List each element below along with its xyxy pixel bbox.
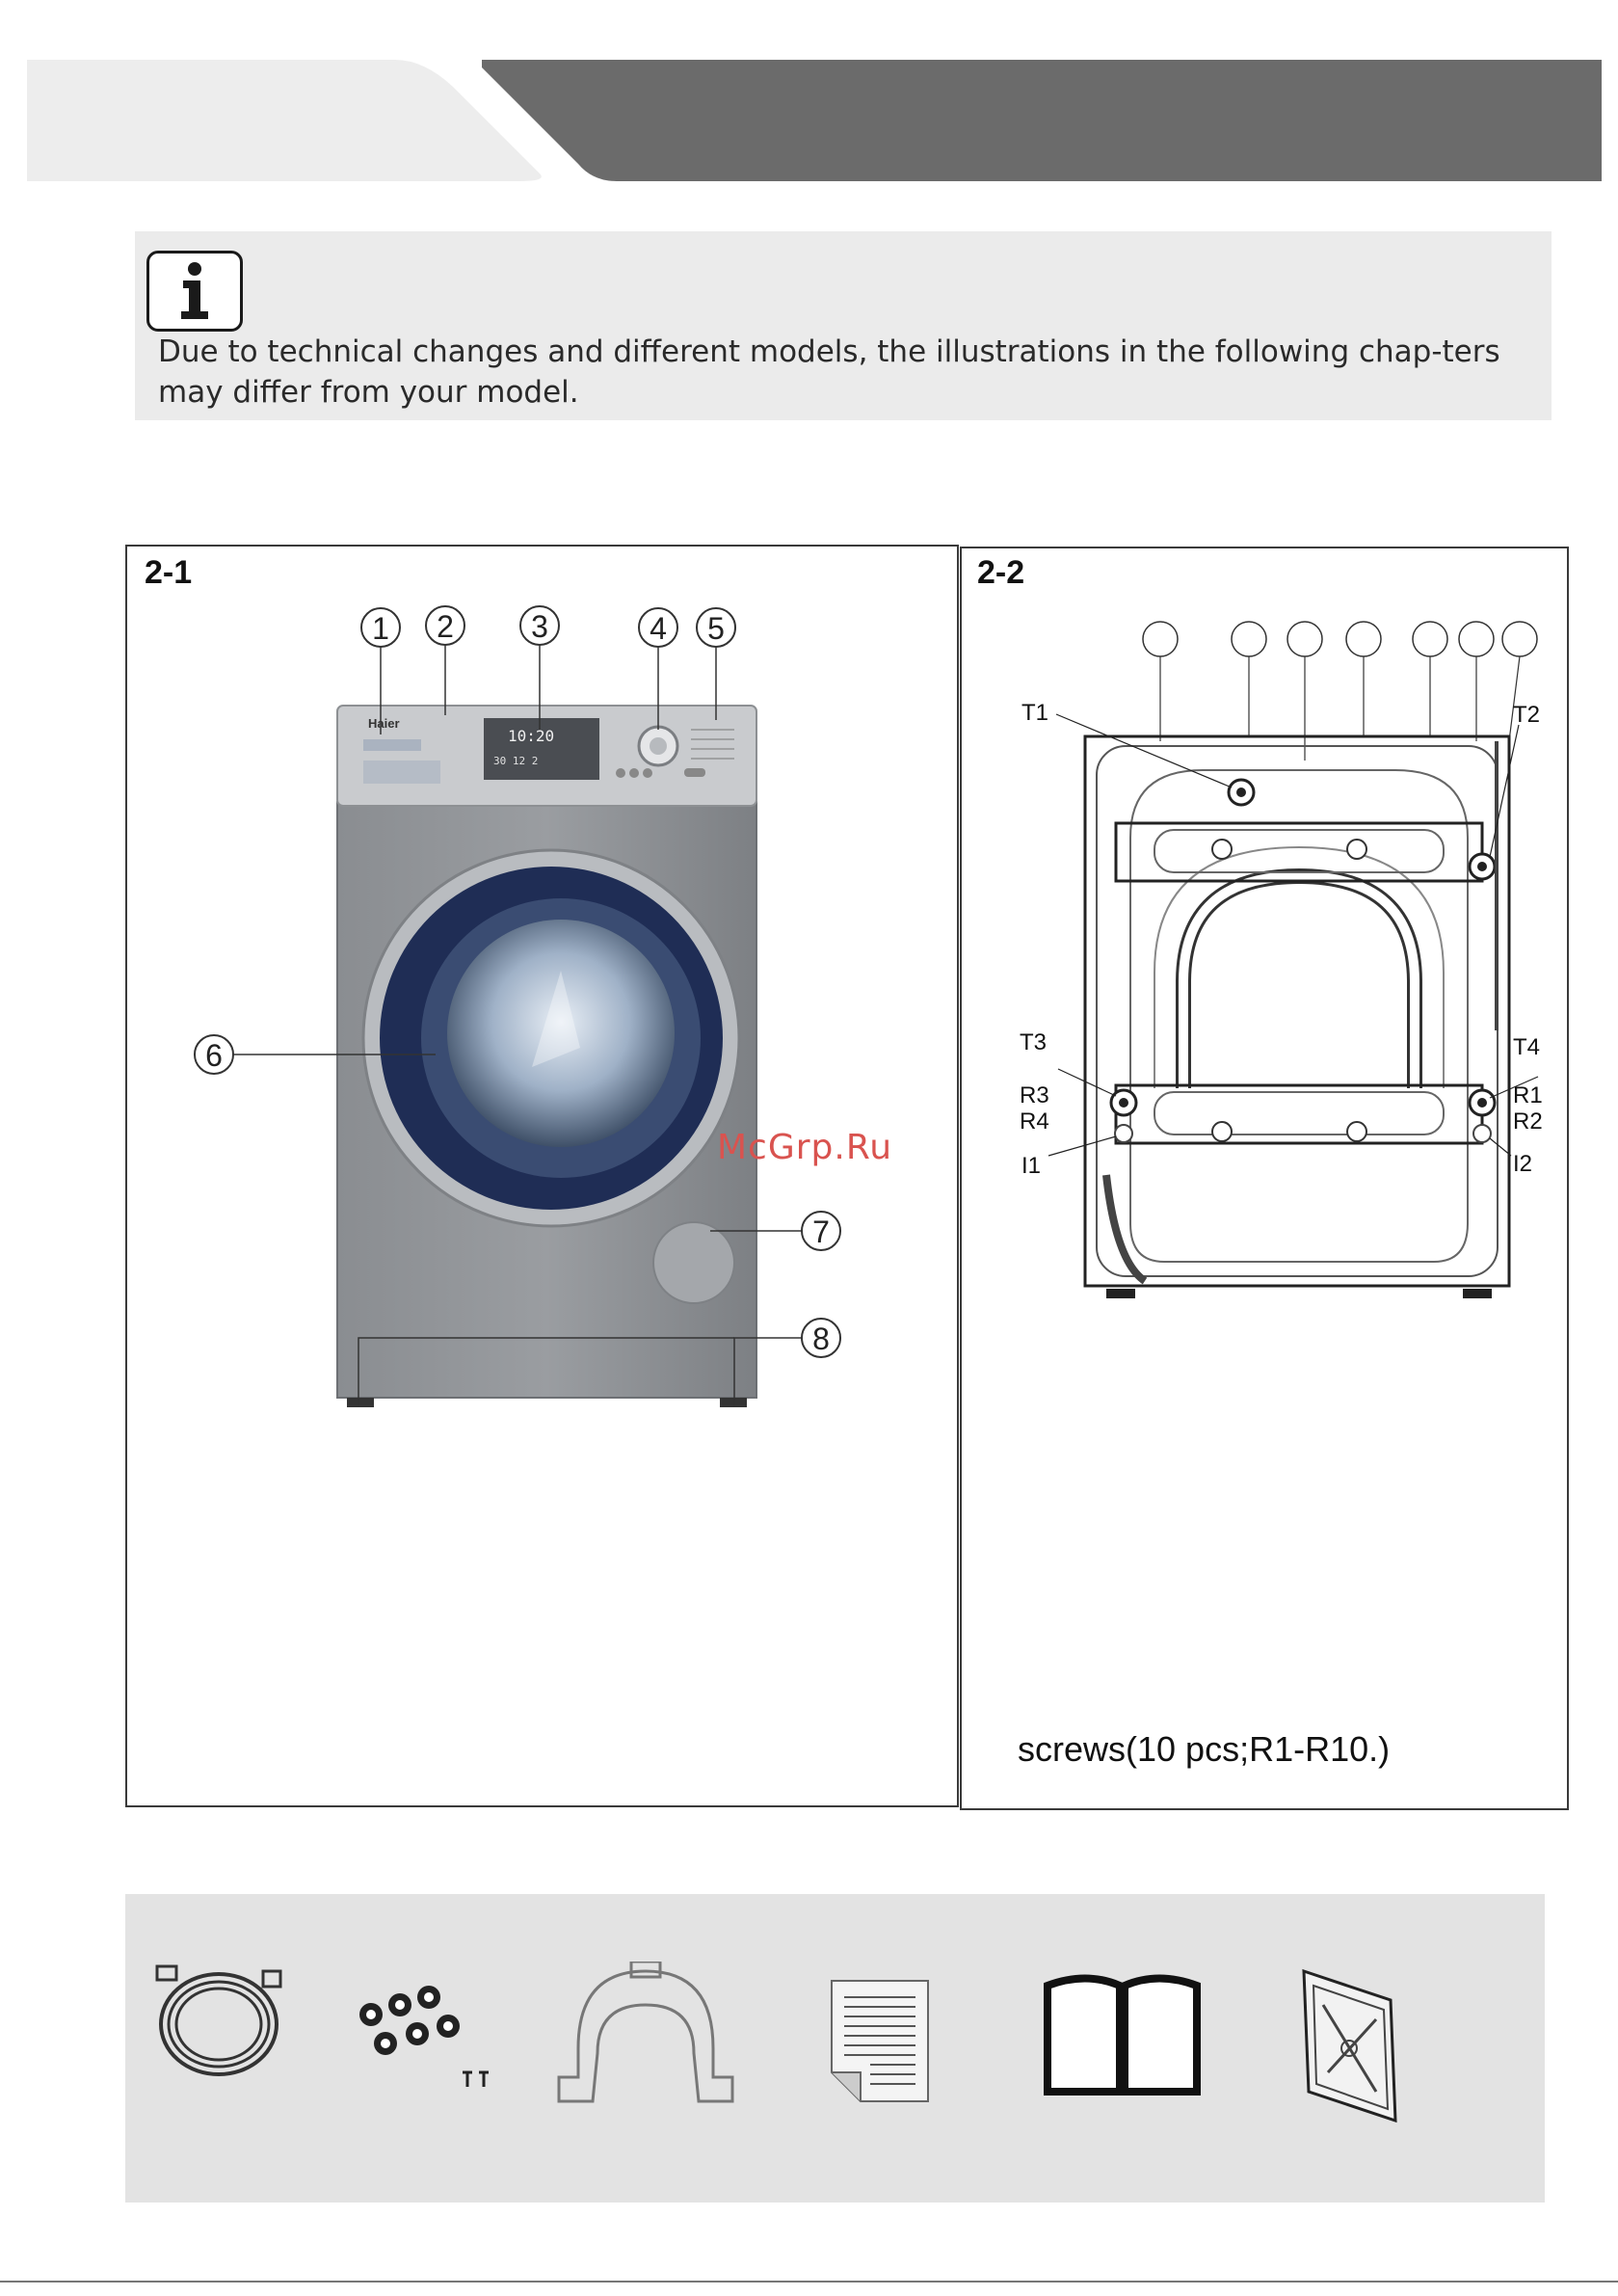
callout-2: [426, 606, 464, 715]
callout-5: [697, 608, 735, 720]
svg-text:4: 4: [650, 611, 667, 646]
svg-text:10:20: 10:20: [508, 727, 555, 745]
header-banner: [0, 0, 1618, 193]
tag-t4: T4: [1513, 1034, 1541, 1060]
tag-r1: R1: [1513, 1082, 1543, 1108]
accessories-panel: [125, 1894, 1545, 2203]
document-icon: [827, 1976, 933, 2111]
bottom-plate-icon: [1299, 1966, 1405, 2130]
svg-text:3: 3: [531, 609, 548, 644]
info-icon: [146, 251, 243, 332]
tag-t3: T3: [1020, 1029, 1048, 1055]
figure-front-view: [125, 545, 959, 1807]
blanking-caps-icon: [352, 1986, 506, 2106]
figure-label: 2-1: [145, 554, 193, 591]
tag-r3: R3: [1020, 1082, 1049, 1108]
notice-text: Due to technical changes and different models, the illustrations in the following chap-ters may differ from your model.: [158, 334, 1500, 410]
tag-r2: R2: [1513, 1108, 1543, 1135]
tag-i2: I2: [1513, 1151, 1533, 1177]
figure-rear-view: [960, 547, 1569, 1810]
svg-text:2: 2: [437, 609, 454, 644]
footer-rule: [0, 2281, 1618, 2283]
svg-text:6: 6: [205, 1038, 223, 1073]
svg-text:5: 5: [707, 611, 725, 646]
watermark: McGrp.Ru: [717, 1128, 893, 1167]
svg-text:8: 8: [812, 1322, 830, 1356]
svg-text:30 12 2: 30 12 2: [493, 755, 539, 767]
tag-t2: T2: [1513, 702, 1541, 728]
figure-label: 2-2: [977, 554, 1025, 591]
svg-text:1: 1: [372, 611, 389, 646]
manual-book-icon: [1043, 1966, 1202, 2106]
tag-t1: T1: [1021, 700, 1049, 726]
brand-logo: Haier: [368, 716, 400, 731]
notice-box: [135, 231, 1552, 420]
washing-machine-front-illustration: [127, 547, 957, 1805]
hose-bracket-icon: [549, 1962, 742, 2111]
svg-text:7: 7: [812, 1215, 830, 1249]
washing-machine-rear-illustration: [962, 548, 1567, 1808]
tag-r4: R4: [1020, 1108, 1049, 1135]
inlet-hose-icon: [149, 1962, 294, 2092]
screws-note: screws(10 pcs;R1-R10.): [1018, 1729, 1391, 1769]
tag-i1: I1: [1021, 1153, 1042, 1179]
